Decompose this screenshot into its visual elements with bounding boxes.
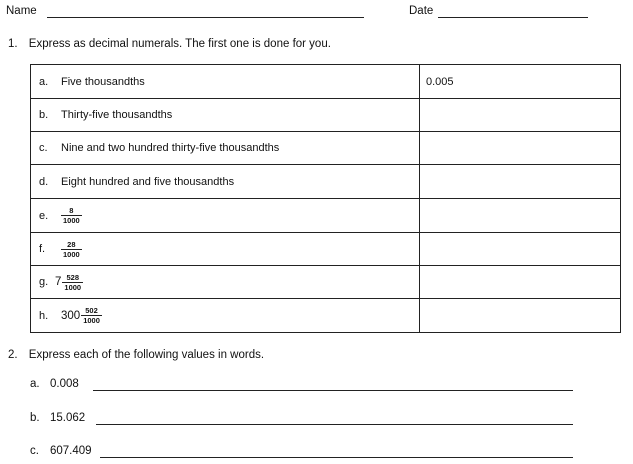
whole-number: 300 <box>61 309 81 322</box>
table-row <box>31 132 621 165</box>
answer-cell[interactable] <box>420 233 621 266</box>
prompt-cell: a. Five thousandths <box>31 65 420 99</box>
name-field[interactable] <box>47 17 364 18</box>
table-row <box>31 299 621 333</box>
table-row <box>31 233 621 266</box>
prompt-cell: b. Thirty-five thousandths <box>31 99 420 132</box>
word-item-a: a. 0.008 <box>30 378 79 390</box>
answer-cell[interactable] <box>420 299 621 333</box>
name-label: Name <box>6 5 37 17</box>
fraction: $\frac{502}{1000}$ <box>83 306 100 325</box>
answer-cell[interactable] <box>420 165 621 199</box>
word-item-b: b. 15.062 <box>30 412 86 424</box>
answer-cell[interactable] <box>420 99 621 132</box>
date-field[interactable] <box>438 17 588 18</box>
word-item-c: c. 607.409 <box>30 445 92 457</box>
table-row <box>31 99 621 132</box>
table-row <box>31 165 621 199</box>
question-2-number: 2. <box>8 349 18 361</box>
table-row <box>31 65 621 99</box>
table-row <box>31 266 621 299</box>
prompt-cell: f. $\frac{28}{1000}$ <box>31 233 420 266</box>
prompt-cell: e. $\frac{8}{1000}$ <box>31 199 420 233</box>
question-1-title <box>8 38 331 50</box>
prompt-cell: g. 7 $\frac{528}{1000}$ <box>31 266 420 299</box>
prompt-cell: c. Nine and two hundred thirty-five thousandths <box>31 132 420 165</box>
prompt-cell: h. 300 $\frac{502}{1000}$ <box>31 299 420 333</box>
whole-number: 7 <box>55 276 62 288</box>
answer-cell[interactable] <box>420 199 621 233</box>
answer-cell[interactable]: 0.005 <box>420 65 621 99</box>
table-row <box>31 199 621 233</box>
question-1-number: 1. <box>8 38 18 50</box>
question-2-title <box>8 349 264 361</box>
decimal-table <box>30 64 621 333</box>
prompt-cell: d. Eight hundred and five thousandths <box>31 165 420 199</box>
date-label: Date <box>409 5 434 17</box>
question-2-text: Express each of the following values in words. <box>28 349 265 361</box>
answer-line-a[interactable] <box>93 390 573 391</box>
fraction: $\frac{528}{1000}$ <box>64 272 82 292</box>
answer-cell[interactable] <box>420 266 621 299</box>
question-1-text: Express as decimal numerals. The first one is done for you. <box>28 38 331 50</box>
fraction: $\frac{28}{1000}$ <box>63 239 80 259</box>
answer-line-c[interactable] <box>100 457 573 458</box>
answer-line-b[interactable] <box>96 424 573 425</box>
answer-cell[interactable] <box>420 132 621 165</box>
fraction: $\frac{8}{1000}$ <box>63 206 80 225</box>
